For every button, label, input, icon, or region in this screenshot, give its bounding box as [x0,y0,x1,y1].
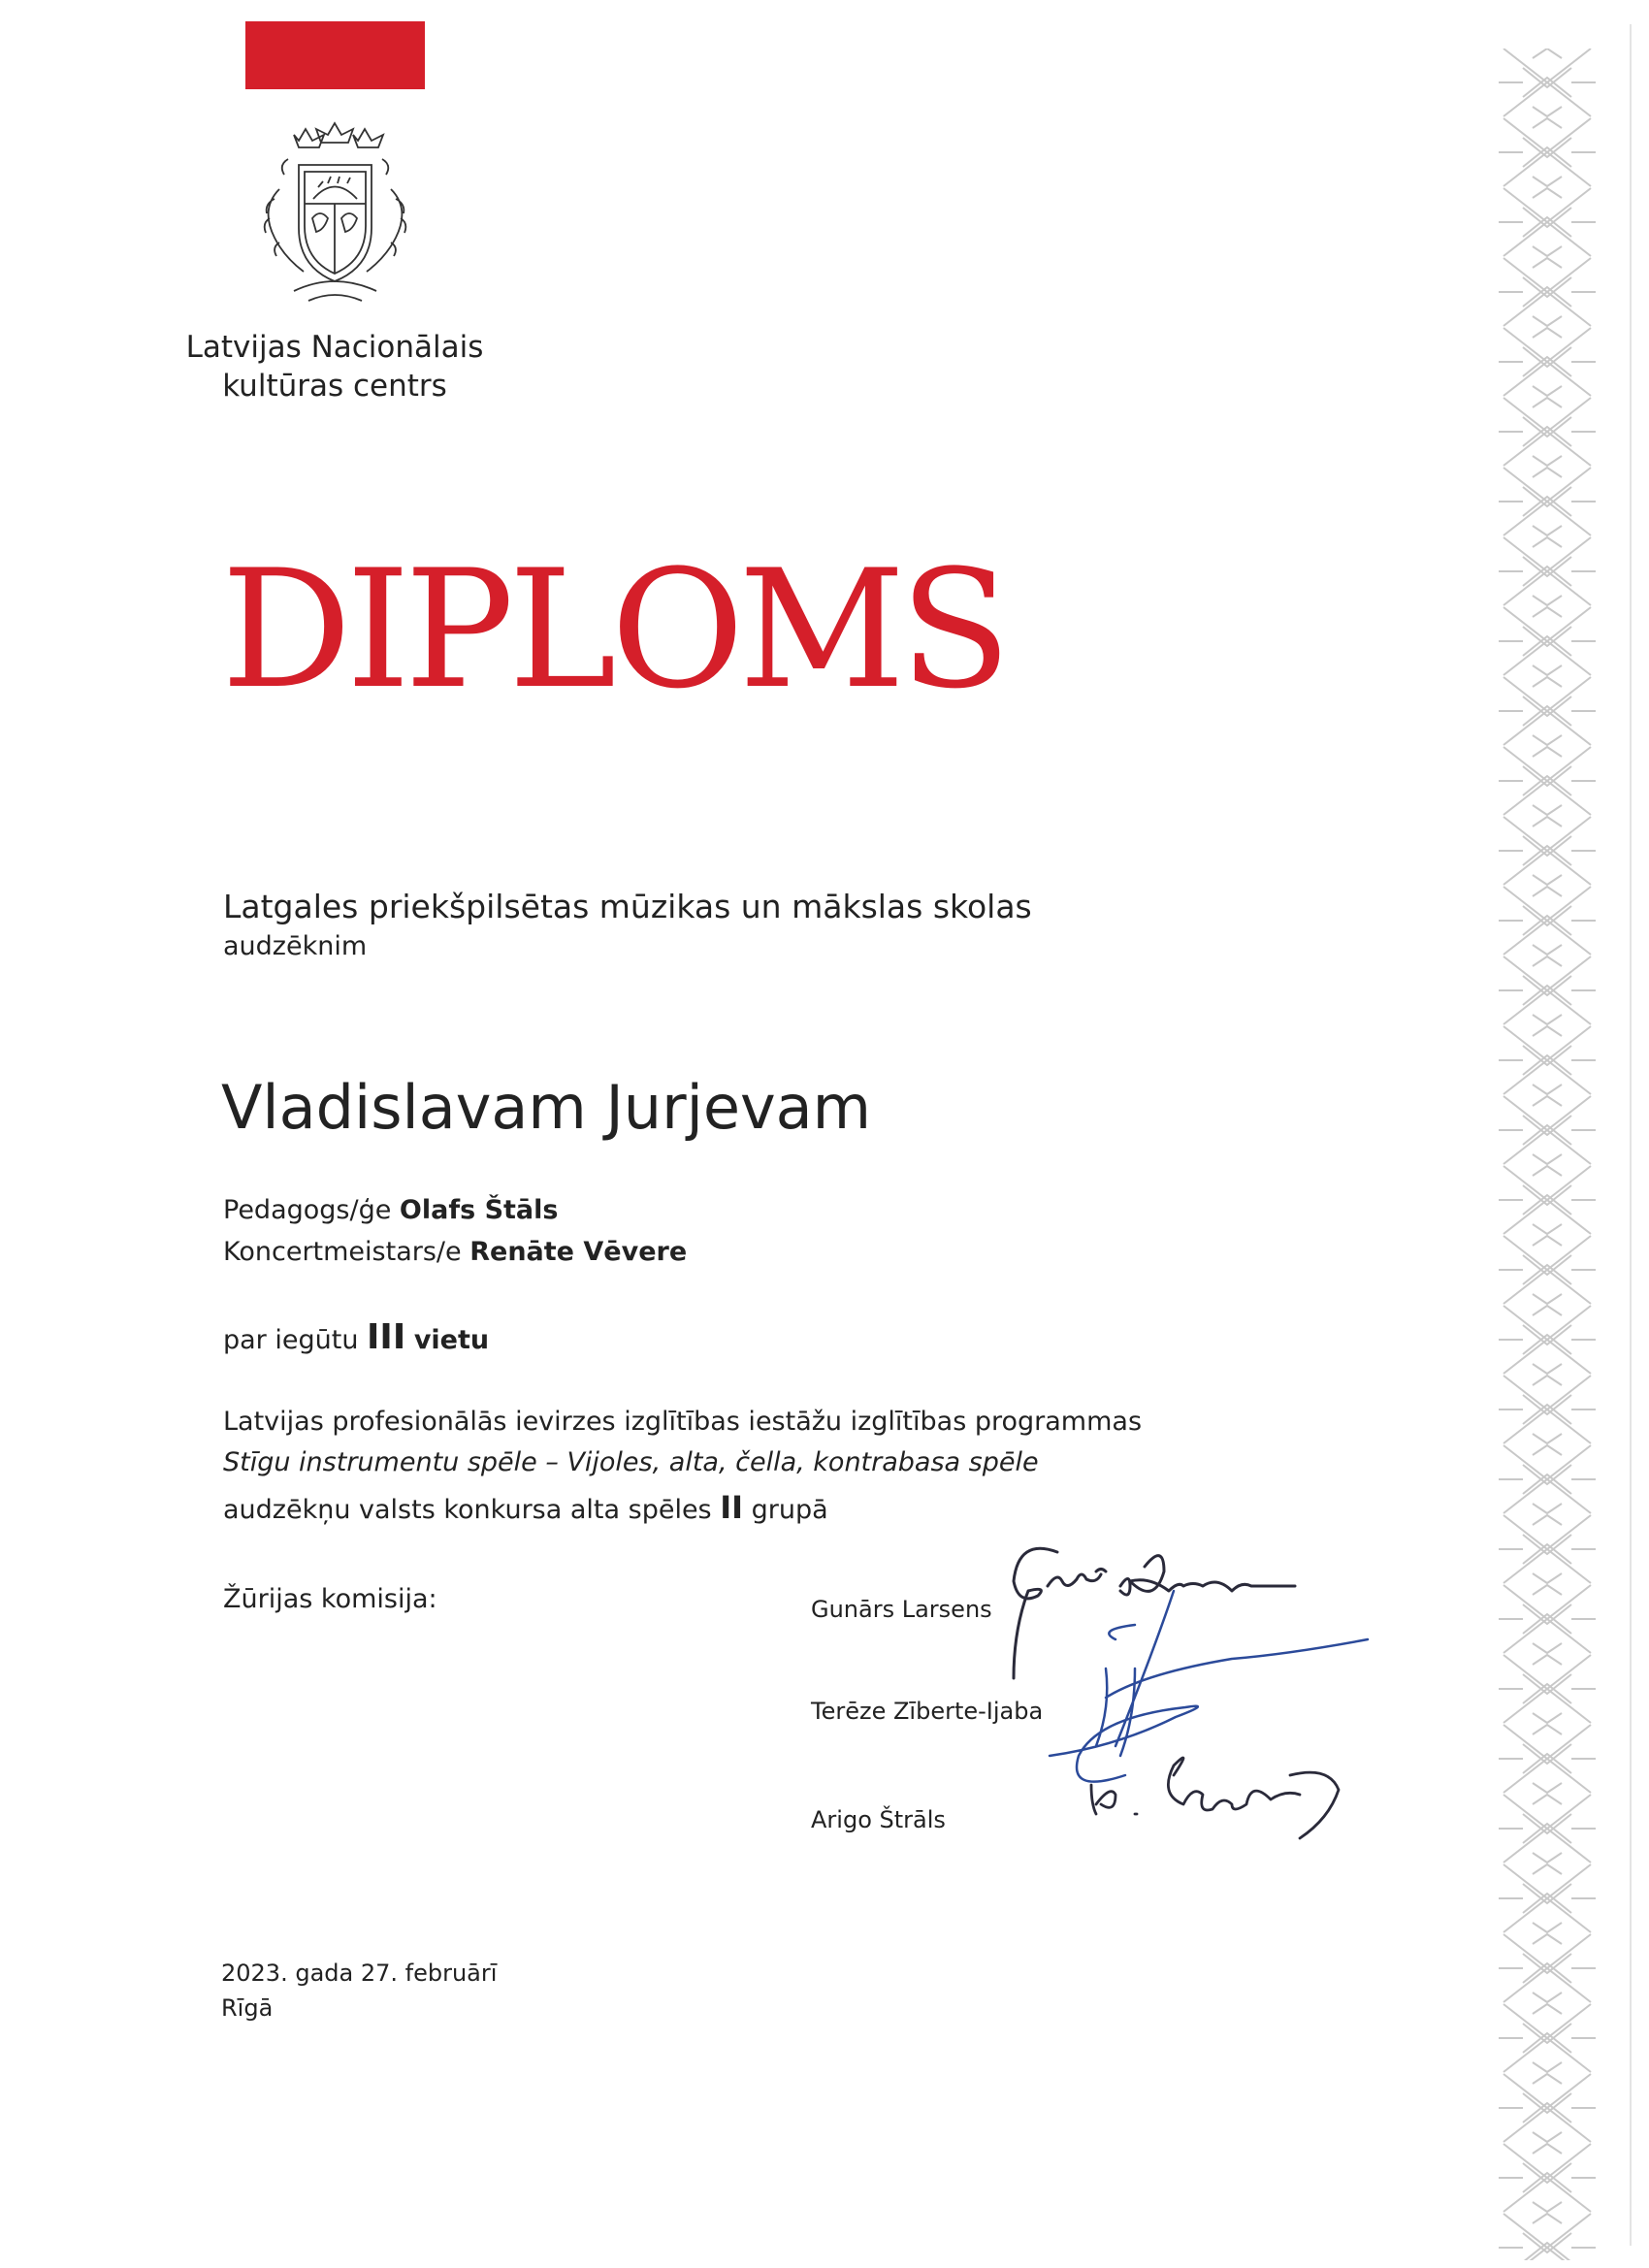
program-line3-suffix: grupā [751,1495,828,1525]
document-title: DIPLOMS [221,535,1006,725]
program-line2: Stīgu instrumentu spēle – Vijoles, alta, čella, kontrabasa spēle [223,1447,1039,1477]
jury-member: Gunārs Larsens [811,1596,992,1623]
accompanist-line [223,1237,687,1267]
program-line3-prefix: audzēkņu valsts konkursa alta spēles [223,1495,712,1525]
signatures [989,1523,1436,1901]
issue-date: 2023. gada 27. februārī [221,1960,498,1987]
signature-strals [1091,1758,1339,1838]
signature-ziberte [1050,1591,1368,1782]
award-line [223,1317,489,1357]
program-line1: Latvijas profesionālās ievirzes izglītības iestāžu izglītības programmas [223,1407,1143,1437]
award-prefix: par iegūtu [223,1325,359,1355]
school-name: Latgales priekšpilsētas mūzikas un mākslas skolas [223,888,1032,925]
signature-larsens [1014,1548,1295,1678]
teacher-label: Pedagogs/ģe [223,1195,392,1225]
organization-name-line2: kultūras centrs [222,369,447,404]
jury-label: Žūrijas komisija: [223,1584,437,1614]
coat-of-arms-icon [241,121,430,310]
program-line3 [223,1489,828,1526]
page-edge [1630,24,1632,2246]
organization-name-line1: Latvijas Nacionālais [185,330,484,365]
red-banner [245,21,425,89]
program-group: II [720,1489,744,1526]
award-place: III [367,1317,406,1357]
issue-place: Rīgā [221,1994,274,2022]
folk-ornament-border [1494,49,1600,2260]
accompanist-label: Koncertmeistars/e [223,1237,462,1267]
teacher-name: Olafs Štāls [399,1195,559,1225]
teacher-line [223,1195,558,1225]
jury-member: Terēze Zīberte-Ijaba [811,1698,1044,1725]
recipient-name: Vladislavam Jurjevam [221,1072,872,1143]
accompanist-name: Renāte Vēvere [469,1237,688,1267]
school-dative-label: audzēknim [223,931,368,961]
award-suffix: vietu [413,1325,490,1355]
jury-member: Arigo Štrāls [811,1806,946,1833]
